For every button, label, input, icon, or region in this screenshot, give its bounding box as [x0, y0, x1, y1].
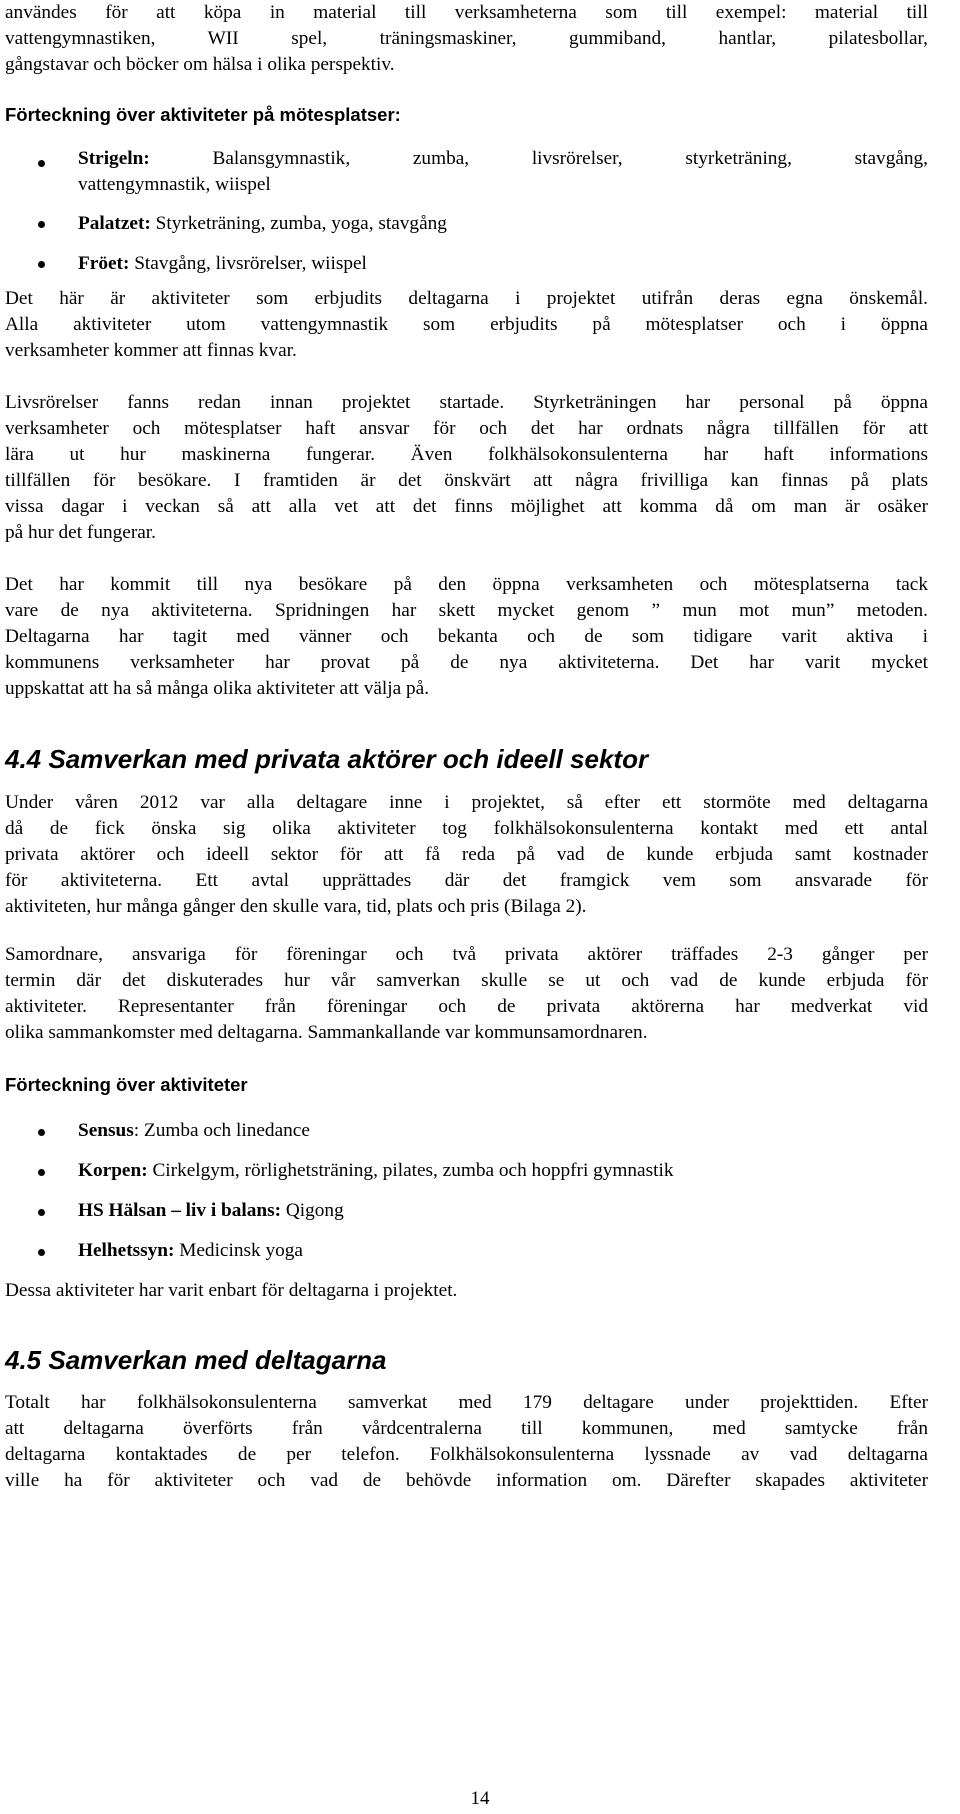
intro-line: vattengymnastiken, WII spel, träningsmaskiner, gummiband, hantlar, pilatesbollar, [5, 28, 928, 49]
list-item-strigeln-cont: vattengymnastik, wiispel [78, 174, 271, 195]
bullet-icon [38, 1169, 45, 1176]
list-item-hs-halsan [78, 1198, 344, 1224]
item-text: Balansgymnastik, zumba, livsrörelser, styrketräning, stavgång, [149, 148, 928, 169]
paragraph-line: tillfällen för besökare. I framtiden är det önskvärt att några frivilliga kan finnas på plats [5, 470, 928, 491]
paragraph-line: vissa dagar i veckan så att alla vet att det finns möjlighet att komma då om man är osäker [5, 496, 928, 517]
bullet-icon [38, 1209, 45, 1216]
paragraph-line: verksamheter kommer att finnas kvar. [5, 340, 297, 361]
paragraph-line: Under våren 2012 var alla deltagare inne i projektet, så efter ett stormöte med deltagarna [5, 792, 928, 813]
item-text: Medicinsk yoga [174, 1240, 303, 1261]
item-name: Fröet: [78, 253, 130, 274]
paragraph-line: Livsrörelser fanns redan innan projektet startade. Styrketräningen har personal på öppna [5, 392, 928, 413]
paragraph-line: aktiviteter. Representanter från föreningar och de privata aktörerna har medverkat vid [5, 996, 928, 1017]
item-name: Palatzet: [78, 213, 151, 234]
item-text: Qigong [281, 1200, 344, 1221]
paragraph-line: privata aktörer och ideell sektor för att få reda på vad de kunde erbjuda samt kostnader [5, 844, 928, 865]
item-text: : Zumba och linedance [133, 1120, 310, 1141]
paragraph-line: Det har kommit till nya besökare på den öppna verksamheten och mötesplatserna tack [5, 574, 928, 595]
item-name: Helhetssyn: [78, 1240, 175, 1261]
item-name: Strigeln: [78, 148, 150, 169]
paragraph-line: för aktiviteterna. Ett avtal upprättades där det framgick vem som ansvarade för [5, 870, 928, 891]
bullet-icon [38, 160, 45, 167]
section-heading-4-5: 4.5 Samverkan med deltagarna [5, 1345, 387, 1375]
paragraph-line: då de fick önska sig olika aktiviteter tog folkhälsokonsulenterna kontakt med ett antal [5, 818, 928, 839]
paragraph-line: att deltagarna överförts från vårdcentralerna till kommunen, med samtycke från [5, 1418, 928, 1439]
paragraph-line: deltagarna kontaktades de per telefon. Folkhälsokonsulenterna lyssnade av vad deltagarna [5, 1444, 928, 1465]
paragraph-line: Det här är aktiviteter som erbjudits deltagarna i projektet utifrån deras egna önskemål. [5, 288, 928, 309]
item-name: Sensus [78, 1120, 134, 1141]
bullet-icon [38, 261, 45, 268]
section-heading-4-4: 4.4 Samverkan med privata aktörer och ideell sektor [5, 744, 649, 774]
item-text: Stavgång, livsrörelser, wiispel [129, 253, 367, 274]
list-item-helhetssyn [78, 1238, 303, 1264]
item-text: Styrketräning, zumba, yoga, stavgång [150, 213, 447, 234]
paragraph-line: vare de nya aktiviteterna. Spridningen har skett mycket genom ” mun mot mun” metoden. [5, 600, 928, 621]
paragraph-line: Totalt har folkhälsokonsulenterna samverkat med 179 deltagare under projekttiden. Efter [5, 1392, 928, 1413]
activities-heading-2: Förteckning över aktiviteter [5, 1074, 248, 1095]
paragraph-line: Deltagarna har tagit med vänner och bekanta och de som tidigare varit aktiva i [5, 626, 928, 647]
list-item-palatzet [78, 211, 447, 237]
paragraph-line: uppskattat att ha så många olika aktiviteter att välja på. [5, 678, 430, 699]
paragraph-line: Alla aktiviteter utom vattengymnastik som erbjudits på mötesplatser och i öppna [5, 314, 928, 335]
paragraph-line: lära ut hur maskinerna fungerar. Även folkhälsokonsulenterna har haft informations [5, 444, 928, 465]
page-number: 14 [470, 1788, 490, 1809]
item-name: HS Hälsan – liv i balans: [78, 1200, 282, 1221]
paragraph-line: kommunens verksamheter har provat på de nya aktiviteterna. Det har varit mycket [5, 652, 928, 673]
paragraph-line: aktiviteten, hur många gånger den skulle vara, tid, plats och pris (Bilaga 2). [5, 896, 587, 917]
paragraph-line: olika sammankomster med deltagarna. Sammankallande var kommunsamordnaren. [5, 1022, 648, 1043]
paragraph-line: verksamheter och mötesplatser haft ansvar för och det har ordnats några tillfällen för att [5, 418, 928, 439]
paragraph-line: termin där det diskuterades hur vår samverkan skulle se ut och vad de kunde erbjuda för [5, 970, 928, 991]
activities-heading: Förteckning över aktiviteter på mötesplatser: [5, 104, 401, 125]
list-item-korpen [78, 1158, 673, 1184]
paragraph-line: ville ha för aktiviteter och vad de behövde information om. Därefter skapades aktiviteter [5, 1470, 928, 1491]
item-name: Korpen: [78, 1160, 148, 1181]
paragraph-line: på hur det fungerar. [5, 522, 156, 543]
intro-line: gångstavar och böcker om hälsa i olika perspektiv. [5, 54, 395, 75]
list-item-strigeln [78, 146, 928, 172]
bullet-icon [38, 1249, 45, 1256]
bullet-icon [38, 1129, 45, 1136]
paragraph-line: Samordnare, ansvariga för föreningar och två privata aktörer träffades 2-3 gånger per [5, 944, 928, 965]
intro-line: användes för att köpa in material till verksamheterna som till exempel: material till [5, 2, 928, 23]
bullet-icon [38, 221, 45, 228]
list-item-froet [78, 251, 367, 277]
closing-line: Dessa aktiviteter har varit enbart för deltagarna i projektet. [5, 1280, 458, 1301]
list-item-sensus [78, 1118, 310, 1144]
item-text: Cirkelgym, rörlighetsträning, pilates, zumba och hoppfri gymnastik [147, 1160, 674, 1181]
